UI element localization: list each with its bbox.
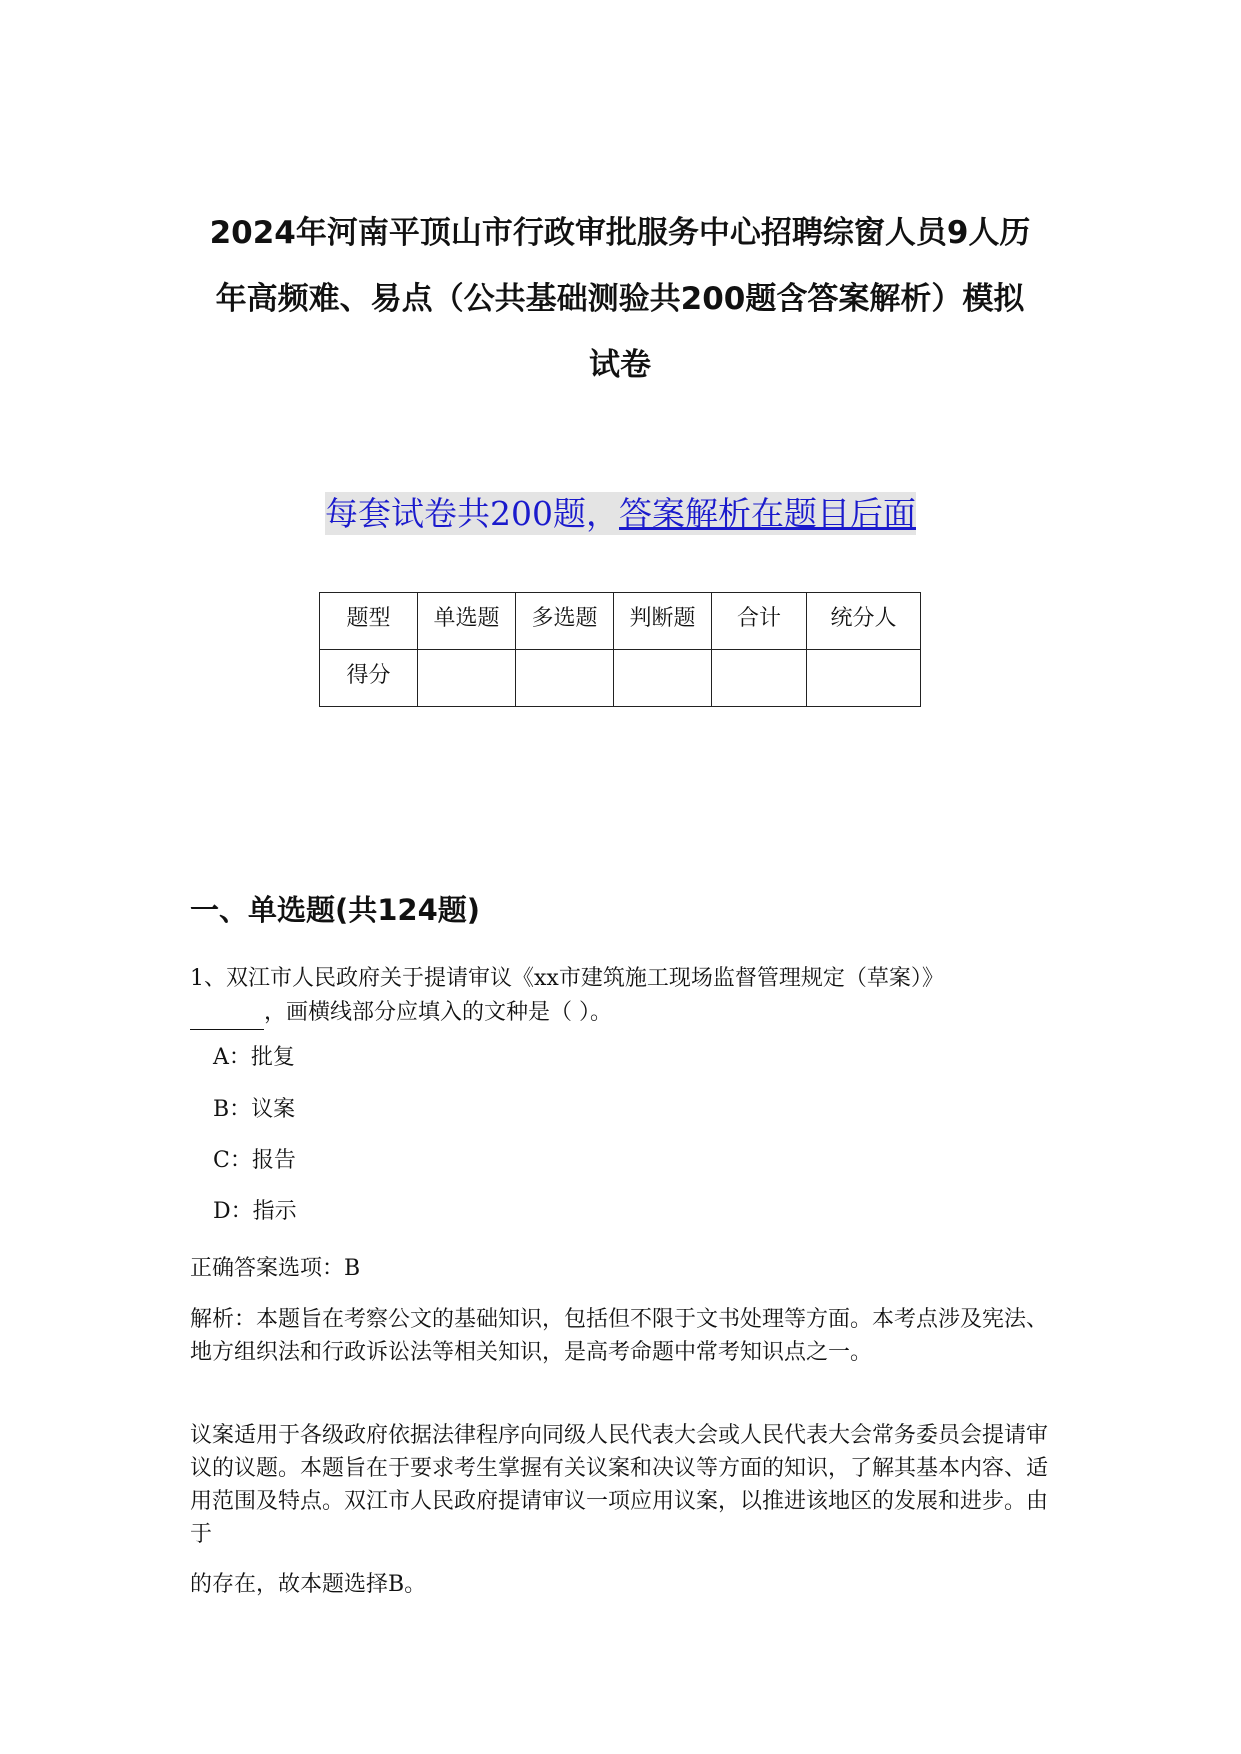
option-d[interactable]: D：指示	[213, 1199, 297, 1224]
section-heading: 一、单选题(共124题)	[190, 893, 481, 927]
subtitle	[0, 490, 1241, 538]
subtitle-text: 每套试卷共200题，	[325, 494, 619, 533]
explanation-paragraph-2: 议案适用于各级政府依据法律程序向同级人民代表大会或人民代表大会常务委员会提请审议的议题。本题旨在于要求考生掌握有关议案和决议等方面的知识，了解其基本内容、适用范围及特点。双江市人民政府提请审议一项应用议案，以推进该地区的发展和进步。由于	[190, 1423, 1049, 1547]
row-label-score: 得分	[320, 650, 418, 707]
score-table	[319, 592, 921, 707]
explanation-paragraph-1: 解析：本题旨在考察公文的基础知识，包括但不限于文书处理等方面。本考点涉及宪法、地方组织法和行政诉讼法等相关知识，是高考命题中常考知识点之一。	[190, 1307, 1049, 1365]
score-cell-total[interactable]	[712, 650, 807, 707]
explanation-paragraph-3: 的存在，故本题选择B。	[190, 1572, 427, 1597]
question-stem-part2: ，画横线部分应填入的文种是（ ）。	[264, 1000, 612, 1025]
title-line-2: 年高频难、易点（公共基础测验共200题含答案解析）模拟	[215, 281, 1025, 317]
title-line-1: 2024年河南平顶山市行政审批服务中心招聘综窗人员9人历	[209, 215, 1031, 251]
score-cell-scorer[interactable]	[807, 650, 921, 707]
header-cell-type: 题型	[320, 593, 418, 650]
header-cell-multi-choice: 多选题	[516, 593, 614, 650]
header-cell-scorer: 统分人	[807, 593, 921, 650]
score-table-score-row	[320, 650, 921, 707]
option-a[interactable]: A：批复	[213, 1045, 295, 1070]
header-cell-true-false: 判断题	[614, 593, 712, 650]
correct-answer: 正确答案选项：B	[190, 1256, 361, 1281]
question-stem-part1: 1、双江市人民政府关于提请审议《xx市建筑施工现场监督管理规定（草案）》	[190, 966, 944, 991]
score-cell-true-false[interactable]	[614, 650, 712, 707]
option-b[interactable]: B：议案	[213, 1097, 296, 1122]
header-cell-single-choice: 单选题	[418, 593, 516, 650]
question-stem	[190, 962, 1052, 1030]
score-cell-single-choice[interactable]	[418, 650, 516, 707]
answer-location-link[interactable]: 答案解析在题目后面	[619, 494, 916, 533]
fill-blank	[190, 1003, 264, 1030]
option-c[interactable]: C：报告	[213, 1148, 296, 1173]
header-cell-total: 合计	[712, 593, 807, 650]
subtitle-highlight	[325, 492, 916, 535]
score-table-header-row	[320, 593, 921, 650]
title-line-3: 试卷	[589, 347, 651, 383]
document-title	[180, 200, 1060, 398]
score-cell-multi-choice[interactable]	[516, 650, 614, 707]
